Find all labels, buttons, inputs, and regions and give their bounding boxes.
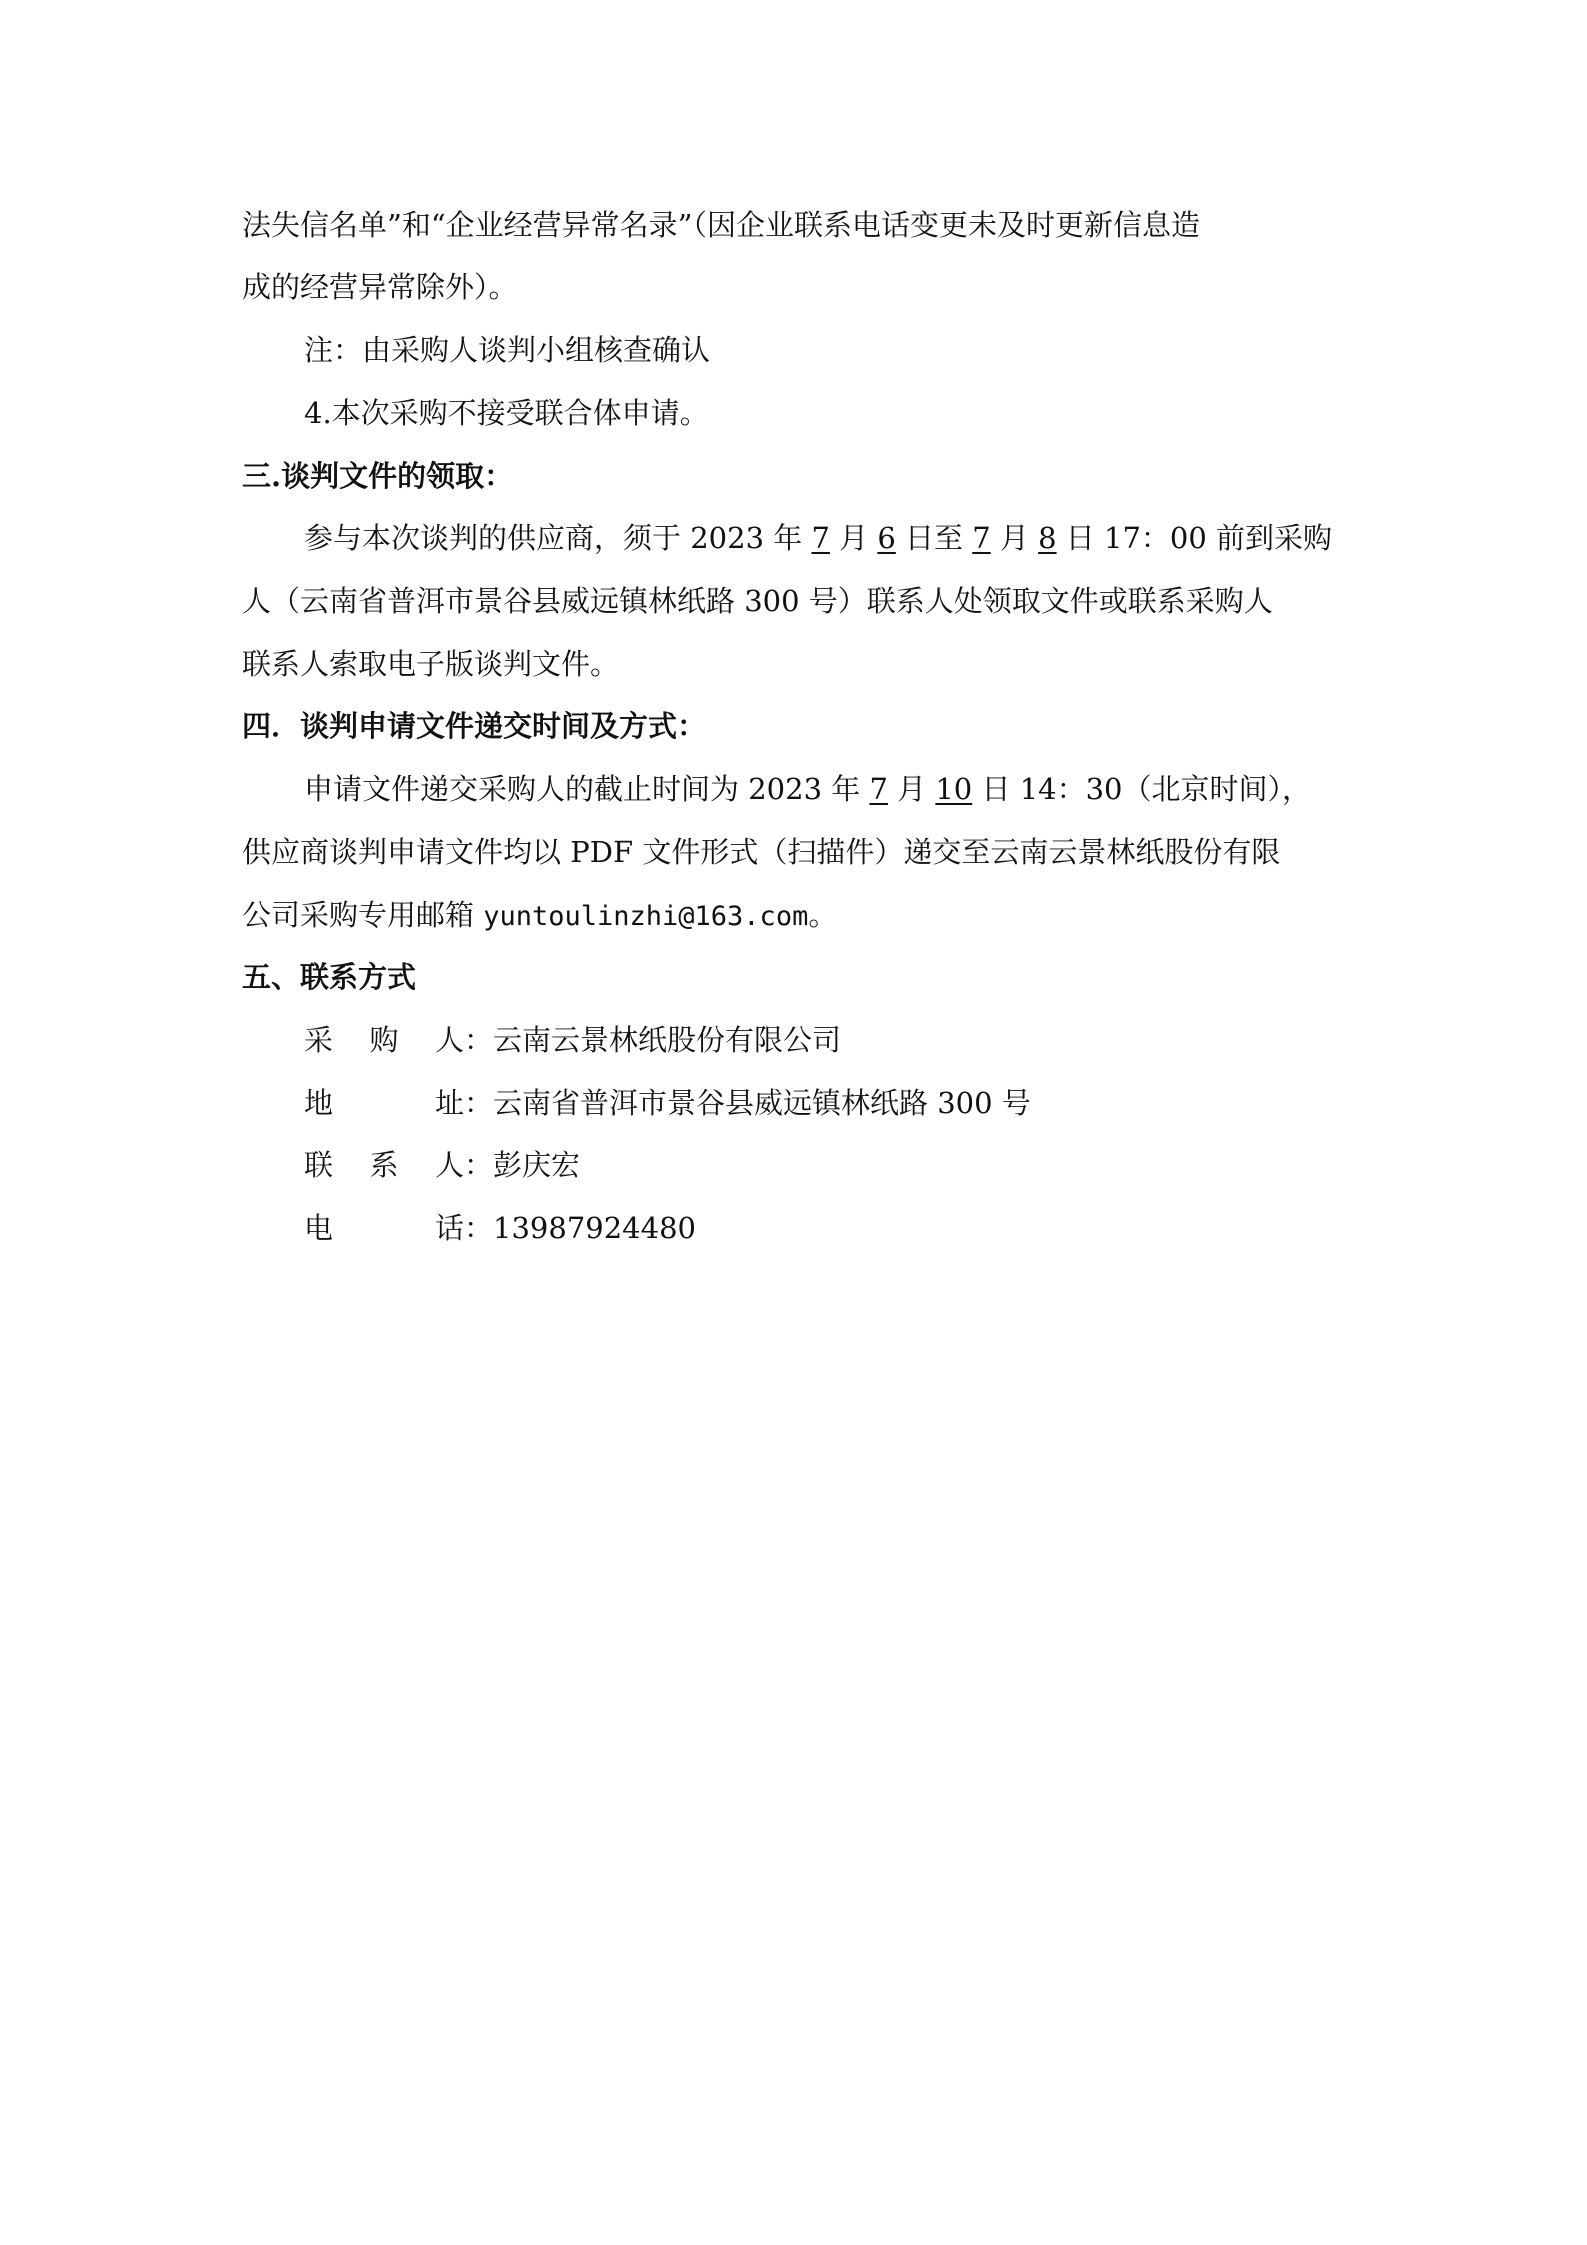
date-day-end: 8 [1038,521,1057,555]
date-day-start: 6 [877,521,896,555]
text-segment: 月 [829,521,878,555]
contact-row-purchaser [304,1020,841,1060]
contact-row-address [304,1083,1031,1123]
contact-value: 云南云景林纸股份有限公司 [493,1023,842,1057]
text-segment: 公司采购专用邮箱 [242,898,484,932]
section-4-line-2: 供应商谈判申请文件均以 PDF 文件形式（扫描件）递交至云南云景林纸股份有限 [242,835,1281,869]
contact-colon: ： [464,1023,494,1057]
text-segment: 日 17：00 前到采购 [1056,521,1333,555]
text-segment: 申请文件递交采购人的截止时间为 2023 年 [304,772,870,806]
section-3-line-2: 人（云南省普洱市景谷县威远镇林纸路 300 号）联系人处领取文件或联系采购人 [242,584,1273,618]
contact-row-phone [304,1208,696,1248]
contact-label: 地 址 [304,1086,464,1120]
contact-value: 13987924480 [493,1211,696,1245]
item-4: 4.本次采购不接受联合体申请。 [304,396,709,430]
paragraph-line: 法失信名单”和“企业经营异常名录”（因企业联系电话变更未及时更新信息造 [242,208,1200,242]
contact-value: 云南省普洱市景谷县威远镇林纸路 300 号 [493,1086,1031,1120]
deadline-day: 10 [935,772,973,806]
text-segment: 月 [990,521,1039,555]
section-3-line-1 [304,518,1332,558]
section-4-heading: 四．谈判申请文件递交时间及方式： [242,709,707,743]
contact-colon: ： [464,1211,494,1245]
text-segment: 。 [808,898,838,932]
note-line: 注：由采购人谈判小组核查确认 [304,333,711,367]
contact-colon: ： [464,1086,494,1120]
contact-label: 电 话 [304,1211,464,1245]
email-address: yuntoulinzhi@163.com [483,901,809,932]
text-segment: 日 14：30（北京时间）， [972,772,1312,806]
date-month-end: 7 [972,521,991,555]
contact-colon: ： [464,1148,494,1182]
section-4-line-3 [242,895,837,937]
contact-value: 彭庆宏 [493,1148,581,1182]
contact-label: 联 系 人 [304,1148,464,1182]
text-segment: 日至 [895,521,973,555]
section-5-heading: 五、联系方式 [242,960,417,994]
contact-row-person [304,1145,580,1185]
section-3-heading: 三.谈判文件的领取： [242,459,514,493]
paragraph-line: 成的经营异常除外）。 [242,270,518,304]
contact-label: 采 购 人 [304,1023,464,1057]
date-month-start: 7 [811,521,830,555]
section-3-line-3: 联系人索取电子版谈判文件。 [242,647,620,681]
deadline-month: 7 [869,772,888,806]
text-segment: 参与本次谈判的供应商，须于 2023 年 [304,521,812,555]
section-4-line-1 [304,769,1311,809]
text-segment: 月 [887,772,936,806]
